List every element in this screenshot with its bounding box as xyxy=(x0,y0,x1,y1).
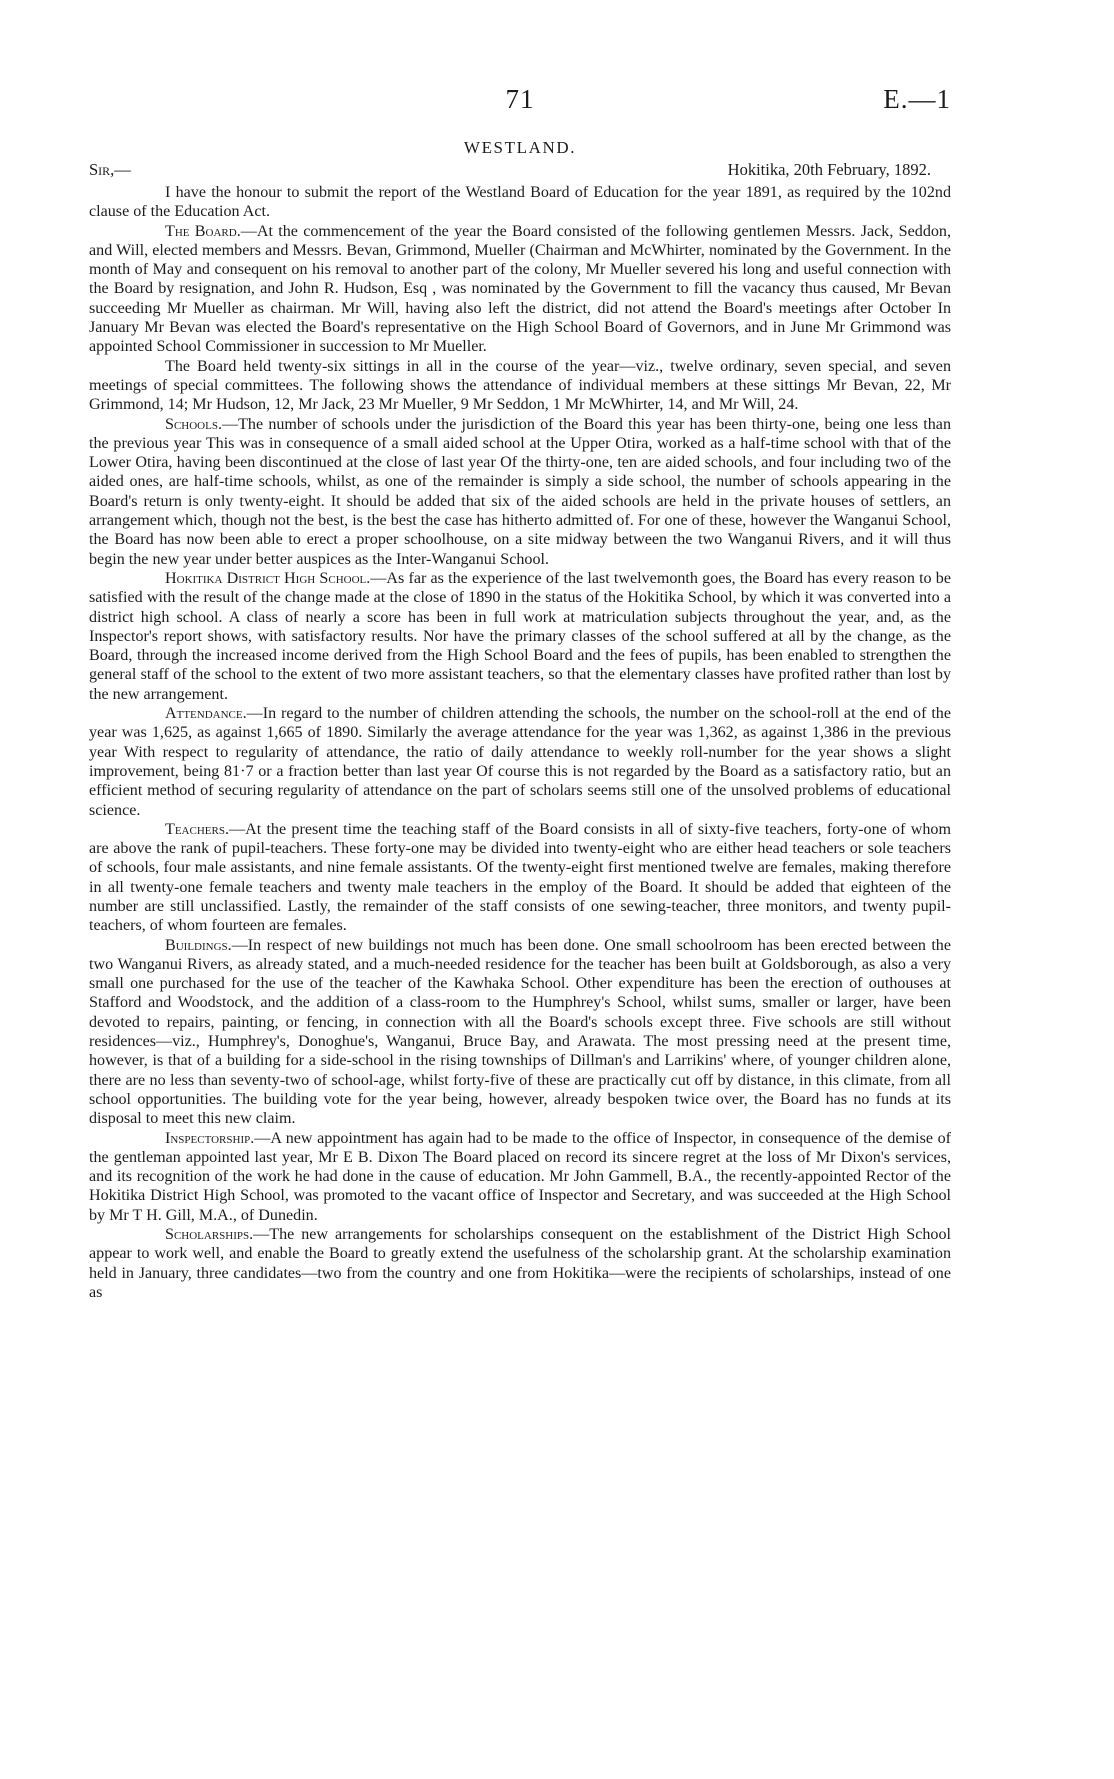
paragraph-attendance xyxy=(89,704,951,820)
paragraph-text: —As far as the experience of the last twelvemonth goes, the Board has every reason to be satisfied with the result of the change made at the close of 1890 in the status of the Hokitika School, by which it was converted into a district high school. A class of nearly a score has been in full work at matriculation subjects throughout the year, and, as the Inspector's report shows, with satisfactory results. Nor have the primary classes of the school suffered at all by the change, as the Board, through the increased income derived from the High School Board and the fees of pupils, has been enabled to strengthen the general staff of the school to the extent of two more assistant teachers, so that the elementary classes have profited rather than lost by the new arrangement. xyxy=(89,569,951,703)
paragraph-heading: Schools. xyxy=(165,415,222,433)
paragraph-text: —In regard to the number of children attending the schools, the number on the school-roll at the end of the year was 1,625, as against 1,665 of 1890. Similarly the average attendance for the year was 1,362, as against 1,386 in the previous year With respect to regularity of attendance, the ratio of daily attendance to weekly roll-number for the year shows a slight improvement, being 81·7 or a fraction better than last year Of course this is not regarded by the Board as a satisfactory ratio, but an efficient method of securing regularity of attendance on the part of scholars seems still one of the unsolved problems of educational science. xyxy=(89,705,951,819)
report-body xyxy=(89,183,951,1302)
paragraph-text: —At the commencement of the year the Board consisted of the following gentlemen Messrs. Jack, Seddon, and Will, elected members and Messrs. Bevan, Grimmond, Mueller (Chairman and McWhirter, nominated by the Government. In the month of May and consequent on his removal to another part of the colony, Mr Mueller severed his long and useful connection with the Board by resignation, and John R. Hudson, Esq , was nominated by the Government to fill the vacancy thus caused, Mr Bevan succeeding Mr Mueller as chairman. Mr Will, having also left the district, did not attend the Board's meetings after October In January Mr Bevan was elected the Board's representative on the High School Board of Governors, and in June Mr Grimmond was appointed School Commissioner in succession to Mr Mueller. xyxy=(89,222,951,356)
series-code: E.—1 xyxy=(883,84,951,114)
salutation: Sir,— xyxy=(89,160,131,179)
paragraph-inspectorship xyxy=(89,1129,951,1225)
document-page xyxy=(89,84,951,1302)
paragraph-heading: Teachers. xyxy=(165,820,229,838)
paragraph-heading: Buildings. xyxy=(165,936,232,954)
paragraph-the-board xyxy=(89,222,951,357)
page-number: 71 xyxy=(505,84,535,114)
paragraph-text: —A new appointment has again had to be made to the office of Inspector, in consequence of the demise of the gentleman appointed last year, Mr E B. Dixon The Board placed on record its sincere regret at the loss of Mr Dixon's services, and its recognition of the work he had done in the cause of education. Mr John Gammell, B.A., the recently-appointed Rector of the Hokitika District High School, was promoted to the vacant office of Inspector and Secretary, and was succeeded at the High School by Mr T H. Gill, M.A., of Dunedin. xyxy=(89,1129,951,1224)
place-date: Hokitika, 20th February, 1892. xyxy=(727,160,931,179)
paragraph-heading: The Board. xyxy=(165,222,241,240)
paragraph-district-high-school xyxy=(89,569,951,704)
paragraph-buildings xyxy=(89,936,951,1129)
paragraph-heading: Hokitika District High School. xyxy=(165,569,371,587)
paragraph-text: —The number of schools under the jurisdiction of the Board this year has been thirty-one, being one less than the previous year This was in consequence of a small aided school at the Upper Otira, worked as a half-time school with that of the Lower Otira, having been discontinued at the close of last year Of the thirty-one, ten are aided schools, and four including two of the aided ones, are half-time schools, whilst, as one of the remainder is simply a side school, the number of schools appearing in the Board's return is only twenty-eight. It should be added that six of the aided schools are held in the private houses of settlers, an arrangement which, though not the best, is the best the case has hitherto admitted of. For one of these, however the Wanganui School, the Board has now been able to erect a proper schoolhouse, on a site midway between the two Wanganui Rivers, and it will thus begin the new year under better auspices as the Inter-Wanganui School. xyxy=(89,415,951,568)
paragraph-text: —The new arrangements for scholarships consequent on the establishment of the District High School appear to work well, and enable the Board to greatly extend the usefulness of the scholarship grant. At the scholarship examination held in January, three candidates—two from the country and one from Hokitika—were the recipients of scholarships, instead of one as xyxy=(89,1226,951,1301)
paragraph-teachers xyxy=(89,820,951,936)
page-header xyxy=(89,84,951,132)
paragraph-text: —At the present time the teaching staff of the Board consists in all of sixty-five teachers, forty-one of whom are above the rank of pupil-teachers. These forty-one may be divided into twenty-eight who are either head teachers or sole teachers of schools, four male assistants, and nine female assistants. Of the twenty-eight first mentioned twelve are females, making therefore in all twenty-one female teachers and twenty male teachers in the employ of the Board. It should be added that eighteen of the number are still unclassified. Lastly, the remainder of the staff consists of one sewing-teacher, three monitors, and twenty pupil-teachers, of whom fourteen are females. xyxy=(89,820,951,935)
paragraph-text: —In respect of new buildings not much has been done. One small schoolroom has been erected between the two Wanganui Rivers, as already stated, and a much-needed residence for the teacher has been built at Goldsborough, as also a very small one purchased for the use of the teacher of the Kawhaka School. Other expenditure has been the erection of outhouses at Stafford and Woodstock, and the addition of a class-room to the Humphrey's School, whilst sums, smaller or larger, have been devoted to repairs, painting, or fencing, in connection with all the Board's schools except three. Five schools are still without residences—viz., Humphrey's, Donoghue's, Wanganui, Bruce Bay, and Arawata. The most pressing need at the present time, however, is that of a building for a side-school in the rising townships of Dillman's and Larrikins' where, of younger children alone, there are no less than seventy-two of school-age, whilst forty-five of these are practically cut off by distance, in this climate, from all school opportunities. The building vote for the year being, however, already bespoken twice over, the Board has no funds at its disposal to meet this new claim. xyxy=(89,936,951,1128)
letter-opening xyxy=(89,160,951,183)
paragraph-heading: Inspectorship. xyxy=(165,1129,255,1147)
paragraph-intro xyxy=(89,183,951,222)
paragraph-text: I have the honour to submit the report of the Westland Board of Education for the year 1891, as required by the 102nd clause of the Education Act. xyxy=(89,184,951,221)
paragraph-heading: Scholarships. xyxy=(165,1226,254,1244)
paragraph-scholarships xyxy=(89,1225,951,1302)
paragraph-board-sittings xyxy=(89,357,951,415)
paragraph-heading: Attendance. xyxy=(165,705,247,723)
section-title: WESTLAND. xyxy=(463,138,577,157)
paragraph-text: The Board held twenty-six sittings in all in the course of the year—viz., twelve ordinary, seven special, and seven meetings of special committees. The following shows the attendance of individual members at these sittings Mr Bevan, 22, Mr Grimmond, 14; Mr Hudson, 12, Mr Jack, 23 Mr Mueller, 9 Mr Seddon, 1 Mr McWhirter, 14, and Mr Will, 24. xyxy=(89,357,951,414)
paragraph-schools xyxy=(89,415,951,569)
